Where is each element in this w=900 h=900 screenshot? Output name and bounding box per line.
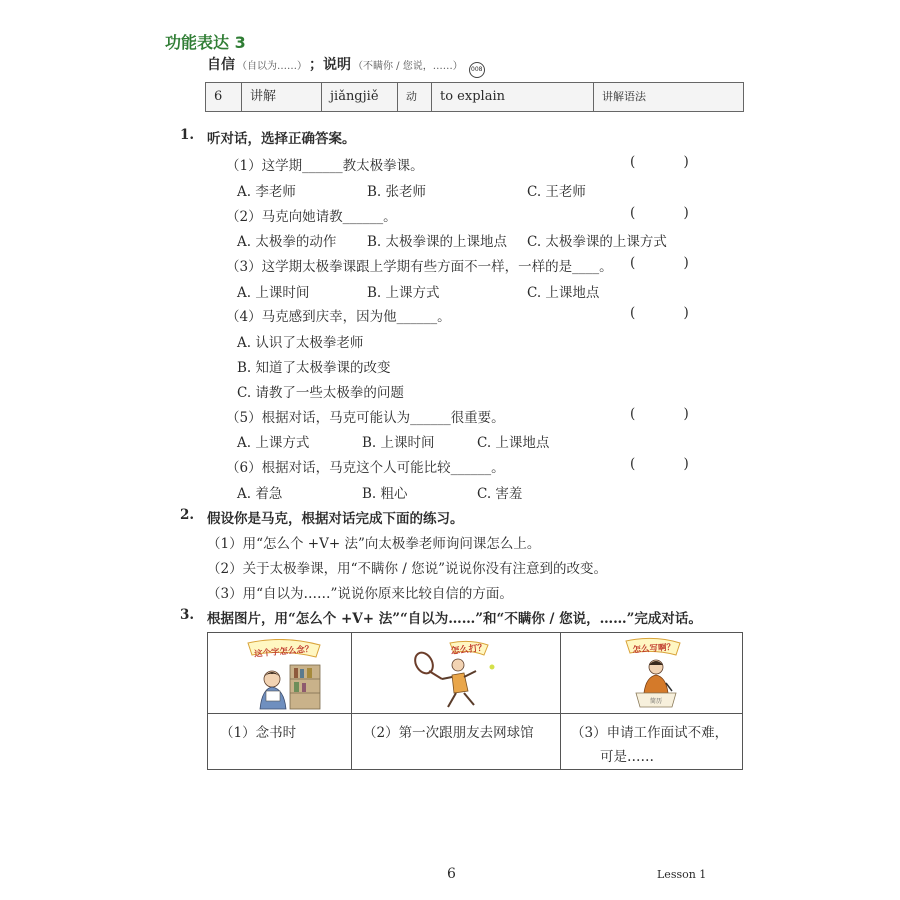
picture-caption-3: （3）申请工作面试不难，	[571, 725, 729, 741]
speech-bubble-text-3: 怎么写啊？	[632, 642, 676, 656]
vocab-num: 6	[206, 83, 242, 111]
q1-item-2-option-b: B. 太极拳课的上课地点	[367, 234, 508, 250]
q1-item-5-stem: （5）根据对话，马克可能认为______很重要。	[226, 410, 505, 426]
speech-bubble-text-1: 这个字怎么念？	[253, 644, 314, 660]
function-label-explain: 说明	[323, 57, 351, 73]
q1-item-1-answer-blank[interactable]: ( )	[630, 154, 711, 170]
question-3-number: 3.	[180, 607, 195, 623]
question-1-number: 1.	[180, 127, 195, 143]
q2-item-2: （2）关于太极拳课，用“不瞒你 / 您说”说说你没有注意到的改变。	[207, 561, 608, 577]
q1-item-4-option-b: B. 知道了太极拳课的改变	[237, 360, 391, 376]
q2-item-1: （1）用“怎么个 +V+ 法”向太极拳老师询问课怎么上。	[207, 536, 541, 552]
vocab-example: 讲解语法	[602, 90, 646, 103]
q1-item-1-option-a: A. 李老师	[237, 184, 296, 200]
q2-item-3: （3）用“自以为……”说说你原来比较自信的方面。	[207, 586, 513, 602]
speech-bubble-text-2: 怎么打？	[450, 643, 488, 657]
q1-item-6-option-b: B. 粗心	[362, 486, 408, 502]
function-line	[207, 54, 485, 76]
function-label-confidence: 自信	[207, 57, 235, 73]
question-3-prompt: 根据图片，用“怎么个 +V+ 法”“自以为……”和“不瞒你 / 您说，……”完成对话。	[207, 611, 702, 627]
picture-table-divider	[208, 713, 742, 714]
question-2-prompt: 假设你是马克，根据对话完成下面的练习。	[207, 511, 464, 527]
question-2-number: 2.	[180, 507, 195, 523]
tennis-player-illustration	[408, 637, 508, 711]
function-hint-confidence: （自以为……）	[237, 61, 307, 72]
lesson-label: Lesson 1	[657, 868, 707, 881]
job-applicant-illustration	[606, 637, 706, 711]
vocab-pos: 动	[398, 83, 432, 111]
q1-item-4-stem: （4）马克感到庆幸，因为他______。	[226, 309, 451, 325]
vocab-english: to explain	[432, 83, 594, 111]
q1-item-2-stem: （2）马克向她请教______。	[226, 209, 397, 225]
q1-item-1-option-b: B. 张老师	[367, 184, 427, 200]
q1-item-5-option-a: A. 上课方式	[237, 435, 310, 451]
q1-item-2-answer-blank[interactable]: ( )	[630, 205, 711, 221]
q1-item-4-option-c: C. 请教了一些太极拳的问题	[237, 385, 404, 401]
q1-item-3-answer-blank[interactable]: ( )	[630, 255, 711, 271]
q1-item-3-option-b: B. 上课方式	[367, 285, 440, 301]
resume-label: 简历	[649, 698, 663, 705]
q1-item-3-stem: （3）这学期太极拳课跟上学期有些方面不一样，一样的是____。	[226, 259, 613, 275]
q1-item-5-option-c: C. 上课地点	[477, 435, 550, 451]
q1-item-2-option-a: A. 太极拳的动作	[237, 234, 337, 250]
picture-caption-3-cont: 可是……	[600, 749, 654, 765]
q1-item-5-option-b: B. 上课时间	[362, 435, 435, 451]
q1-item-3-option-a: A. 上课时间	[237, 285, 310, 301]
picture-caption-2: （2）第一次跟朋友去网球馆	[363, 725, 534, 741]
reading-student-illustration	[228, 639, 338, 711]
audio-track-badge: 008	[469, 62, 485, 78]
vocab-word: 讲解	[242, 83, 322, 111]
q1-item-6-option-c: C. 害羞	[477, 486, 523, 502]
q1-item-1-stem: （1）这学期______教太极拳课。	[226, 158, 424, 174]
q1-item-6-answer-blank[interactable]: ( )	[630, 456, 711, 472]
section-title: 功能表达 3	[165, 33, 246, 52]
page-number: 6	[447, 866, 456, 882]
question-1-prompt: 听对话，选择正确答案。	[207, 131, 356, 147]
q1-item-6-stem: （6）根据对话，马克这个人可能比较______。	[226, 460, 505, 476]
picture-caption-1: （1）念书时	[220, 725, 297, 741]
q1-item-4-option-a: A. 认识了太极拳老师	[237, 335, 364, 351]
vocab-pinyin: jiǎngjiě	[322, 83, 398, 111]
function-hint-explain: （不瞒你 / 您说，……）	[353, 61, 463, 72]
q1-item-1-option-c: C. 王老师	[527, 184, 586, 200]
q1-item-6-option-a: A. 着急	[237, 486, 283, 502]
picture-table	[207, 632, 743, 770]
q1-item-2-option-c: C. 太极拳课的上课方式	[527, 234, 667, 250]
q1-item-3-option-c: C. 上课地点	[527, 285, 600, 301]
q1-item-4-answer-blank[interactable]: ( )	[630, 305, 711, 321]
q1-item-5-answer-blank[interactable]: ( )	[630, 406, 711, 422]
separator: ；	[309, 57, 323, 73]
vocab-table	[205, 82, 744, 112]
